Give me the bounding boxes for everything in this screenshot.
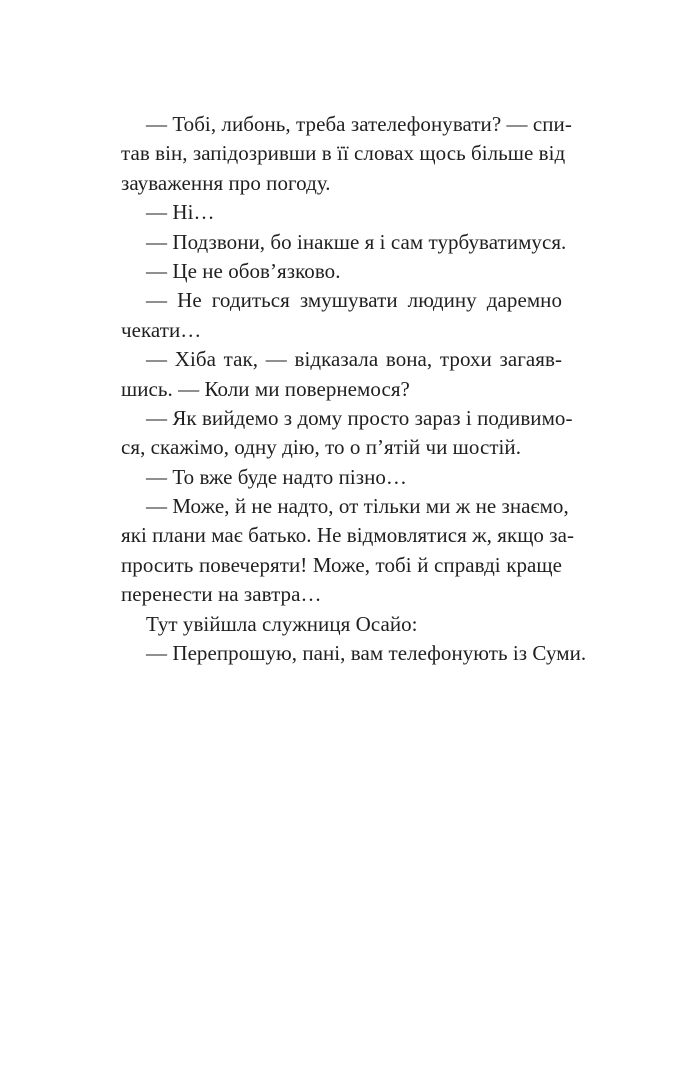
text-line: — Як вийдемо з дому просто зараз і подивимо- [146, 405, 573, 430]
text-line: — Не годиться змушувати людину даремно [146, 288, 562, 313]
text-line: — Тобі, либонь, треба зателефонувати? — спи- [146, 112, 572, 136]
text-line: Тут увійшла служниця Осайо: [146, 611, 418, 636]
text-line: перенести на завтра… [121, 582, 322, 607]
text-line: чекати… [121, 317, 202, 342]
text-line: — То вже буде надто пізно… [146, 464, 407, 489]
text-line: — Перепрошую, пані, вам телефонують із Суми. [146, 641, 587, 666]
text-line: — Ні… [146, 200, 215, 225]
text-line: просить повечеряти! Може, тобі й справді краще [121, 552, 562, 577]
text-line: шись. — Коли ми повернемося? [121, 376, 410, 401]
text-line: тав він, запідозривши в її словах щось більше від [121, 141, 566, 166]
text-line: які плани має батько. Не відмовлятися ж, якщо за- [121, 523, 575, 548]
text-line: зауваження про погоду. [121, 170, 331, 195]
text-line: — Подзвони, бо інакше я і сам турбуватимуся. [146, 229, 567, 254]
body-text [121, 110, 587, 668]
text-line: ся, скажімо, одну дію, то о п’ятій чи шостій. [121, 435, 522, 460]
text-line: — Хіба так, — відказала вона, трохи загаяв- [146, 347, 562, 372]
text-line: — Це не обов’язково. [146, 258, 341, 283]
text-line: — Може, й не надто, от тільки ми ж не знаємо, [146, 494, 569, 519]
